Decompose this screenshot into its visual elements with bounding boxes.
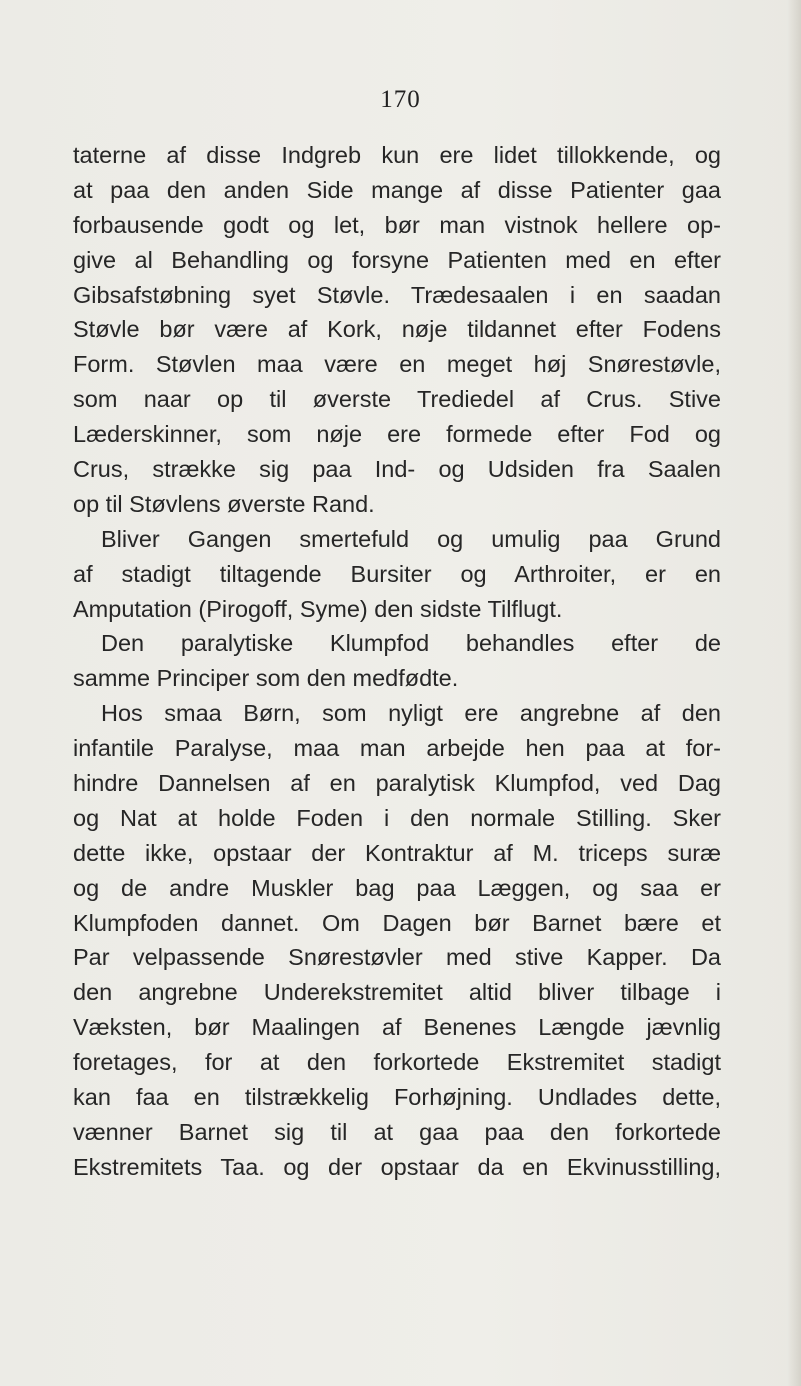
text-line: Crus, strække sig paa Ind- og Udsiden fra Saalen <box>73 456 721 483</box>
text-line: Hos smaa Børn, som nyligt ere angrebne af den <box>101 700 721 727</box>
text-line: forbausende godt og let, bør man vistnok hellere op- <box>73 211 721 238</box>
text-line: hindre Dannelsen af en paralytisk Klumpfod, ved Dag <box>73 770 721 797</box>
text-line: op til Støvlens øverste Rand. <box>73 490 375 517</box>
text-line: Amputation (Pirogoff, Syme) den sidste Tilflugt. <box>73 595 563 622</box>
text-line: kan faa en tilstrækkelig Forhøjning. Undlades dette, <box>73 1084 721 1111</box>
text-line: foretages, for at den forkortede Ekstremitet stadigt <box>73 1049 721 1076</box>
text-line: give al Behandling og forsyne Patienten med en efter <box>73 246 721 273</box>
text-line: som naar op til øverste Trediedel af Crus. Stive <box>73 386 721 413</box>
text-line: og Nat at holde Foden i den normale Stilling. Sker <box>73 804 721 831</box>
text-line: samme Principer som den medfødte. <box>73 665 459 692</box>
text-line: Væksten, bør Maalingen af Benenes Længde jævnlig <box>73 1014 721 1041</box>
text-line: Den paralytiske Klumpfod behandles efter de <box>101 630 721 657</box>
text-line: Ekstremitets Taa. og der opstaar da en Ekvinusstilling, <box>73 1153 721 1180</box>
text-line: Klumpfoden dannet. Om Dagen bør Barnet bære et <box>73 909 721 936</box>
text-line: den angrebne Underekstremitet altid bliver tilbage i <box>73 979 721 1006</box>
text-line: af stadigt tiltagende Bursiter og Arthroiter, er en <box>73 560 721 587</box>
page-edge-shadow <box>787 0 801 1386</box>
text-line: Form. Støvlen maa være en meget høj Snørestøvle, <box>73 351 721 378</box>
text-line: Læderskinner, som nøje ere formede efter Fod og <box>73 421 721 448</box>
text-line: Støvle bør være af Kork, nøje tildannet efter Fodens <box>73 316 721 343</box>
text-line: at paa den anden Side mange af disse Patienter gaa <box>73 176 721 203</box>
text-line: Bliver Gangen smertefuld og umulig paa Grund <box>101 525 721 552</box>
body-text <box>73 138 721 1185</box>
text-line: infantile Paralyse, maa man arbejde hen paa at for- <box>73 735 721 762</box>
text-line: vænner Barnet sig til at gaa paa den forkortede <box>73 1118 721 1145</box>
text-line: taterne af disse Indgreb kun ere lidet tillokkende, og <box>73 142 721 168</box>
text-line: og de andre Muskler bag paa Læggen, og saa er <box>73 874 721 901</box>
text-line: Gibsafstøbning syet Støvle. Trædesaalen i en saadan <box>73 281 721 308</box>
page-number: 170 <box>380 86 421 113</box>
text-line: dette ikke, opstaar der Kontraktur af M. triceps suræ <box>73 839 721 866</box>
text-line: Par velpassende Snørestøvler med stive Kapper. Da <box>73 944 721 971</box>
